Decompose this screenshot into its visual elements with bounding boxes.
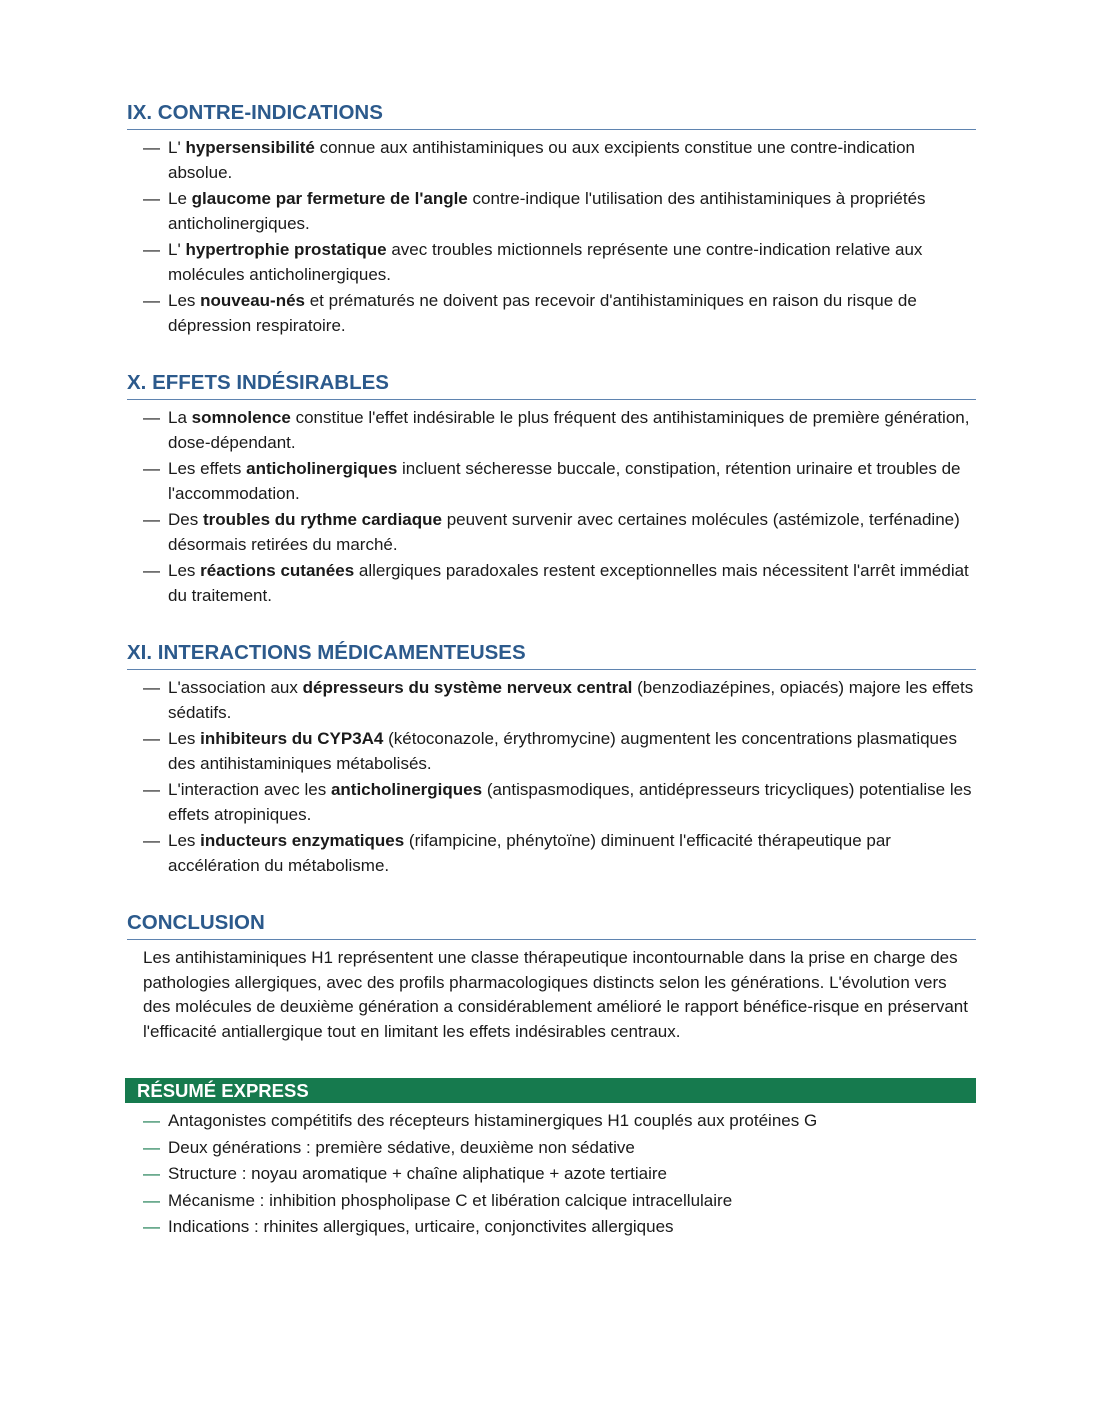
section-title: IX. CONTRE-INDICATIONS [127,100,976,130]
dash-bullet: — [143,1190,160,1210]
section-title: CONCLUSION [127,910,976,940]
dash-bullet: — [143,138,160,157]
list-item: — L'association aux dépresseurs du système nerveux central (benzodiazépines, opiacés) majore les effets sédatifs. [143,678,974,722]
resume-item: — Structure : noyau aromatique + chaîne aliphatique + azote tertiaire [127,1162,976,1187]
list-item: — Les inducteurs enzymatiques (rifampicine, phénytoïne) diminuent l'efficacité thérapeutique par accélération du métabolisme. [143,831,891,875]
dash-bullet: — [143,189,160,208]
section-interactions [127,640,976,878]
list-item: — L' hypertrophie prostatique avec troubles mictionnels représente une contre-indication relative aux molécules anticholinergiques. [143,240,923,284]
dash-bullet: — [143,561,160,580]
list-item: — Des troubles du rythme cardiaque peuvent survenir avec certaines molécules (astémizole, terfénadine) désormais retirées du marché. [143,510,960,554]
resume-item: — Deux générations : première sédative, deuxième non sédative [127,1136,976,1161]
dash-bullet: — [143,831,160,850]
bullet-list [127,136,976,338]
dash-bullet: — [143,408,160,427]
dash-bullet: — [143,1111,160,1130]
dash-bullet: — [143,459,160,478]
resume-item: — Antagonistes compétitifs des récepteurs histaminergiques H1 couplés aux protéines G [127,1109,976,1134]
dash-bullet: — [143,291,160,310]
list-item: — L' hypersensibilité connue aux antihistaminiques ou aux excipients constitue une contre-indication absolue. [143,138,915,182]
resume-list [127,1109,976,1240]
dash-bullet: — [143,1217,160,1236]
list-item: — Les nouveau-nés et prématurés ne doivent pas recevoir d'antihistaminiques en raison du risque de dépression respiratoire. [143,291,917,335]
list-item: — La somnolence constitue l'effet indésirable le plus fréquent des antihistaminiques de première génération, dose-dépendant. [143,408,970,452]
dash-bullet: — [143,510,160,529]
dash-bullet: — [143,1137,160,1157]
dash-bullet: — [143,1164,160,1183]
section-title: X. EFFETS INDÉSIRABLES [127,370,976,400]
conclusion-paragraph: Les antihistaminiques H1 représentent une classe thérapeutique incontournable dans la prise en charge des pathologies allergiques, avec des profils pharmacologiques distincts selon les générations. L'évolution vers des molécules de deuxième génération a considérablement amélioré le rapport bénéfice-risque en préservant l'efficacité antiallergique tout en limitant les effets indésirables centraux. [143,948,968,1041]
list-item: — Les effets anticholinergiques incluent sécheresse buccale, constipation, rétention urinaire et troubles de l'accommodation. [143,459,961,503]
section-effets-indesirables [127,370,976,608]
list-item: — Les inhibiteurs du CYP3A4 (kétoconazole, érythromycine) augmentent les concentrations plasmatiques des antihistaminiques métabolisés. [143,729,957,773]
list-item: — Le glaucome par fermeture de l'angle contre-indique l'utilisation des antihistaminiques à propriétés anticholinergiques. [143,189,926,233]
dash-bullet: — [143,729,160,748]
section-title: XI. INTERACTIONS MÉDICAMENTEUSES [127,640,976,670]
bullet-list [127,676,976,878]
section-resume-express [127,1078,976,1240]
section-conclusion [127,910,976,1044]
bullet-list [127,406,976,608]
document-page [127,100,976,1242]
list-item: — Les réactions cutanées allergiques paradoxales restent exceptionnelles mais nécessitent l'arrêt immédiat du traitement. [143,561,969,605]
dash-bullet: — [143,678,160,697]
dash-bullet: — [143,240,160,259]
list-item: — L'interaction avec les anticholinergiques (antispasmodiques, antidépresseurs tricycliques) potentialise les effets atropiniques. [143,780,972,824]
resume-item: — Indications : rhinites allergiques, urticaire, conjonctivites allergiques [127,1215,976,1240]
section-contre-indications [127,100,976,338]
resume-item: — Mécanisme : inhibition phospholipase C et libération calcique intracellulaire [127,1189,976,1214]
resume-title-bar: RÉSUMÉ EXPRESS [125,1078,976,1103]
dash-bullet: — [143,780,160,799]
